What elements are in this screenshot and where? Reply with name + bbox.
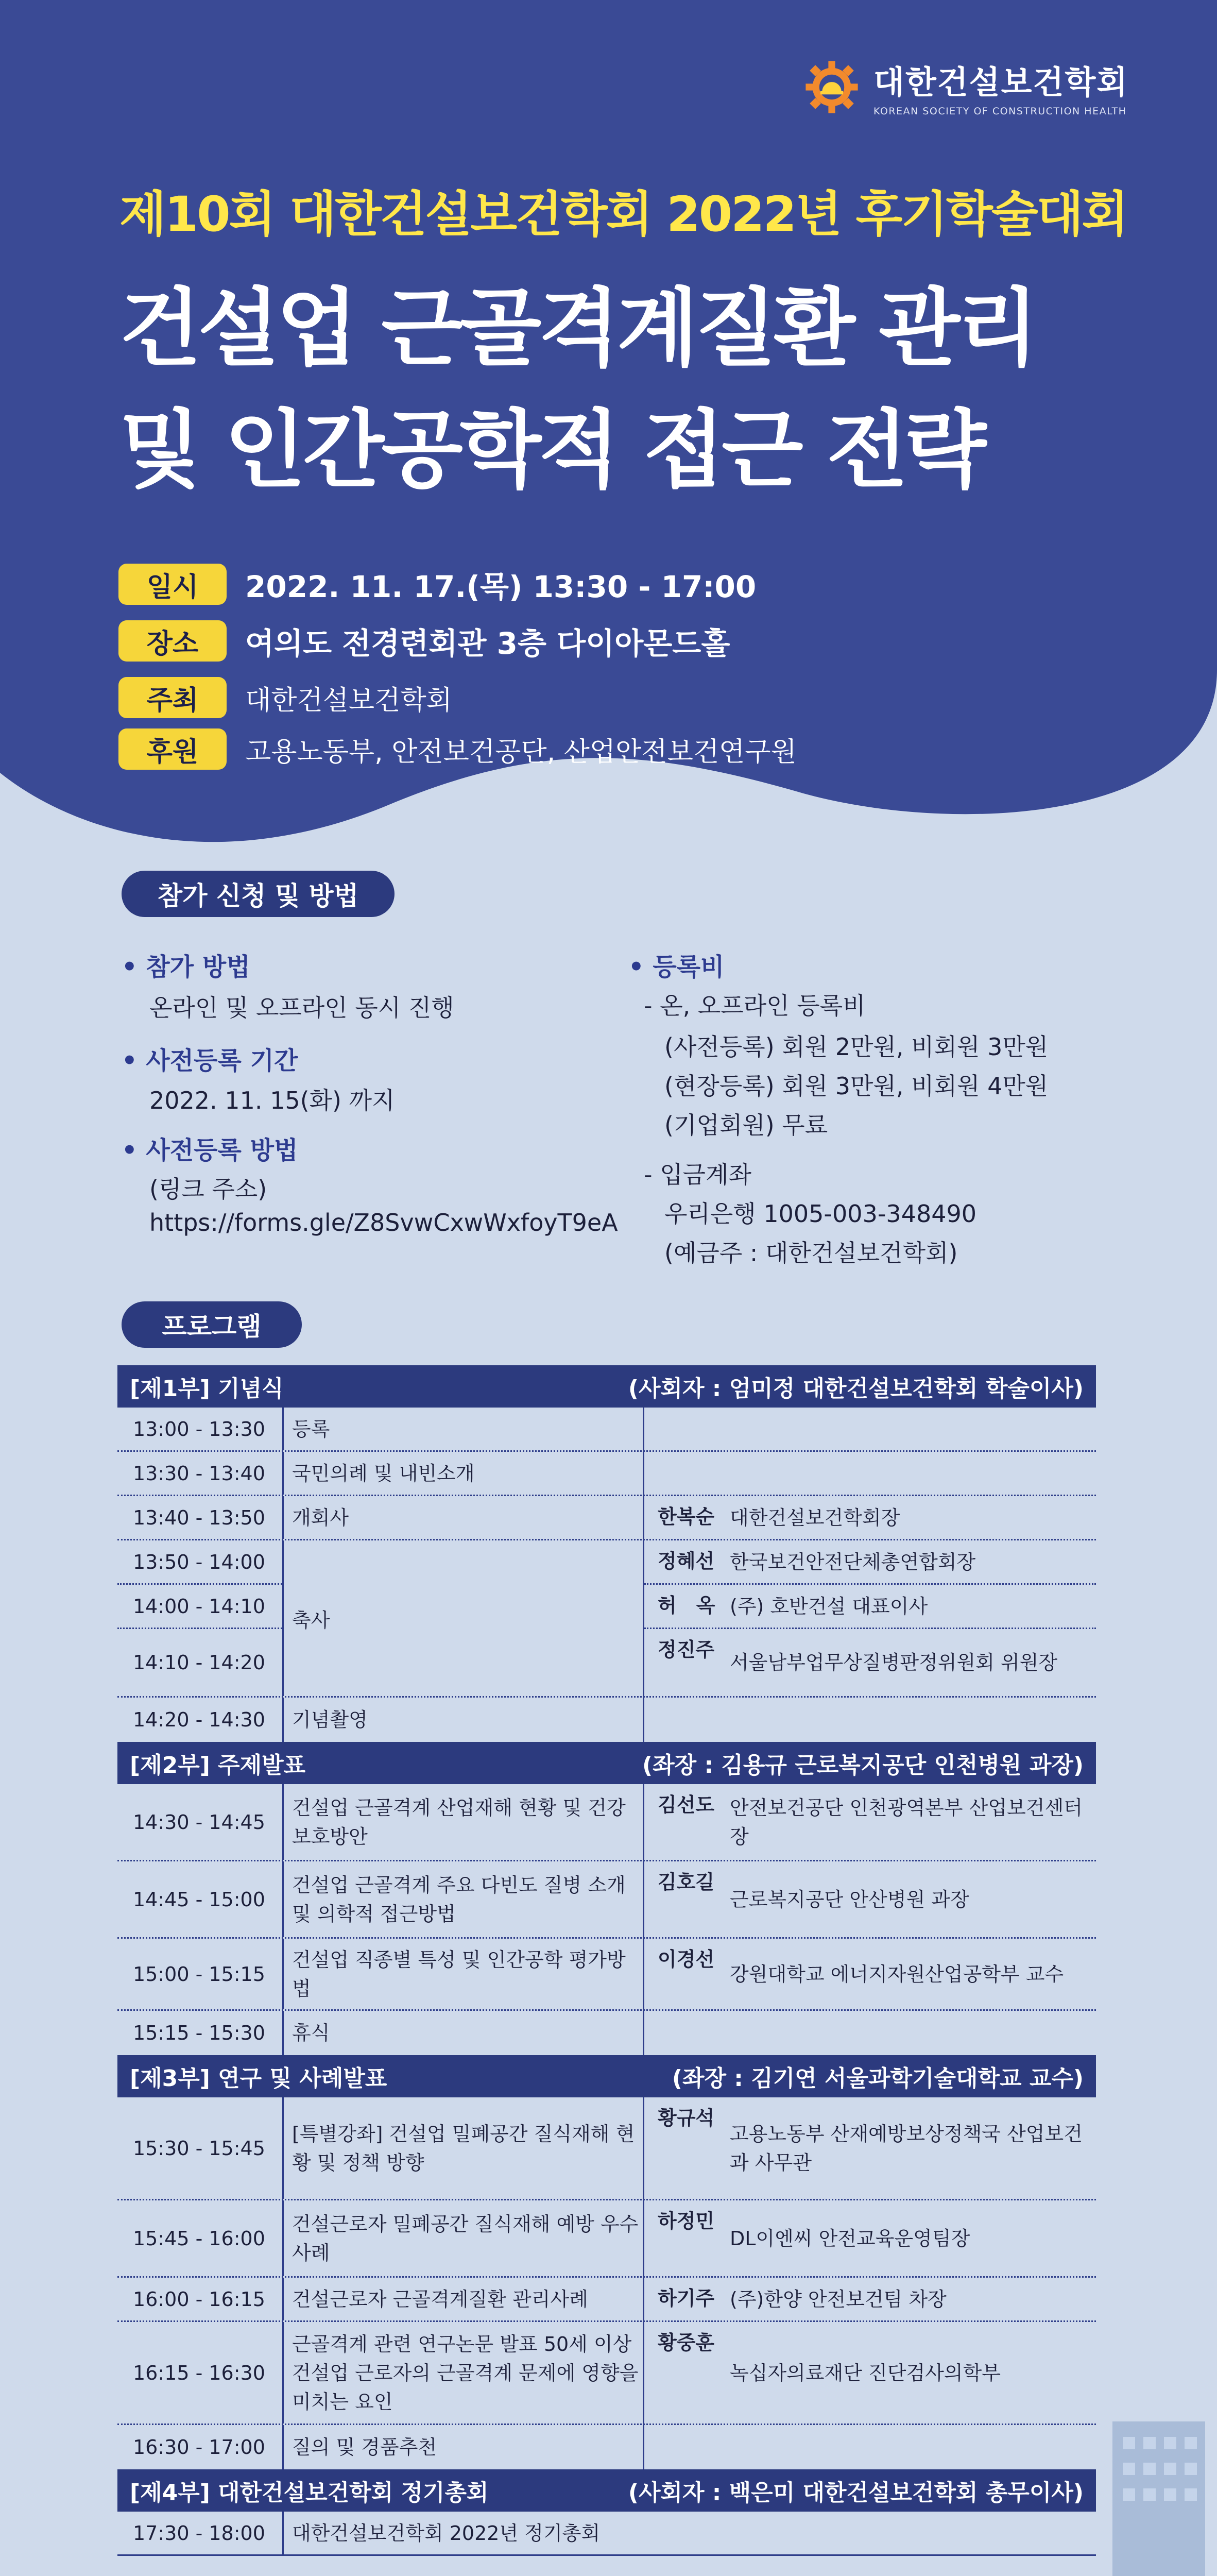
row-program: 기념촬영 <box>282 1698 643 1742</box>
row-speaker <box>644 1585 1096 1628</box>
org-name-english: KOREAN SOCIETY OF CONSTRUCTION HEALTH <box>873 106 1127 117</box>
speaker-affiliation: 근로복지공단 안산병원 과장 <box>730 1888 969 1911</box>
info-date <box>118 562 756 607</box>
table-row <box>117 2200 1096 2278</box>
org-logo <box>803 57 1128 117</box>
account-line1: - 입금계좌 <box>644 1161 751 1189</box>
table-row <box>117 2512 1096 2556</box>
table-row <box>117 1629 282 1696</box>
fee-line2: (사전등록) 회원 2만원, 비회원 3만원 <box>664 1033 1049 1061</box>
row-time: 16:00 - 16:15 <box>133 2287 265 2311</box>
row-time: 14:20 - 14:30 <box>133 1708 265 1731</box>
part3-chair: (좌장 : 김기연 서울과학기술대학교 교수) <box>672 2065 1084 2092</box>
row-program: 건설근로자 근골격계질환 관리사례 <box>282 2278 643 2320</box>
table-row <box>117 2425 1096 2469</box>
table-row <box>117 2097 1096 2200</box>
row-speaker <box>643 2200 1096 2276</box>
speaker-affiliation: 대한건설보건학회장 <box>730 1506 900 1529</box>
row-time: 17:30 - 18:00 <box>133 2521 265 2545</box>
speaker-affiliation: 고용노동부 산재예방보상정책국 산업보건과 사무관 <box>730 2122 1083 2174</box>
info-venue-tag: 장소 <box>118 620 227 662</box>
part2-title: [제2부] 주제발표 <box>130 1752 306 1778</box>
speaker-affiliation: (주)한양 안전보건팀 차장 <box>730 2287 947 2311</box>
row-time: 14:30 - 14:45 <box>133 1810 265 1834</box>
program-section-title: 프로그램 <box>122 1301 302 1348</box>
row-speaker <box>643 1784 1096 1860</box>
speaker-name: 이경선 <box>658 1948 715 1971</box>
row-speaker <box>643 1452 1096 1495</box>
speaker-name: 김호길 <box>658 1871 715 1893</box>
speaker-name: 정진주 <box>658 1638 715 1661</box>
speaker-name: 한복순 <box>658 1505 715 1528</box>
row-speaker <box>644 1629 1096 1696</box>
speaker-name: 하정민 <box>658 2210 715 2232</box>
congrats-speakers <box>643 1540 1096 1696</box>
period-text: 2022. 11. 15(화) 까지 <box>149 1087 395 1114</box>
fee-heading: • 등록비 <box>628 953 725 981</box>
row-time: 14:45 - 15:00 <box>133 1888 265 1911</box>
row-speaker <box>643 1861 1096 1937</box>
table-row <box>644 1629 1096 1696</box>
how-heading: • 사전등록 방법 <box>122 1136 298 1165</box>
org-name: 대한건설보건학회 <box>873 63 1129 101</box>
part1-header <box>117 1365 1096 1408</box>
row-time: 13:50 - 14:00 <box>133 1550 265 1573</box>
row-program: 축사 <box>282 1540 643 1696</box>
info-sponsor-tag: 후원 <box>118 728 227 770</box>
row-speaker <box>643 1939 1096 2009</box>
row-program: 건설업 근골격계 산업재해 현황 및 건강 보호방안 <box>282 1784 643 1860</box>
info-host <box>118 675 452 720</box>
row-time: 15:45 - 16:00 <box>133 2227 265 2250</box>
row-time: 16:30 - 17:00 <box>133 2436 265 2459</box>
table-row <box>117 2322 1096 2425</box>
part2-header <box>117 1742 1096 1784</box>
row-speaker <box>643 2278 1096 2320</box>
event-title-line1: 건설업 근골격계질환 관리 <box>119 279 1036 378</box>
row-program: [특별강좌] 건설업 밀폐공간 질식재해 현황 및 정책 방향 <box>282 2097 643 2199</box>
speaker-name: 황중훈 <box>658 2331 715 2354</box>
row-program: 건설근로자 밀폐공간 질식재해 예방 우수 사례 <box>282 2200 643 2276</box>
row-program: 건설업 직종별 특성 및 인간공학 평가방법 <box>282 1939 643 2009</box>
part2-chair: (좌장 : 김용규 근로복지공단 인천병원 과장) <box>642 1752 1084 1778</box>
table-row <box>117 1408 1096 1452</box>
row-speaker <box>643 1408 1096 1450</box>
row-time: 14:10 - 14:20 <box>133 1651 265 1674</box>
speaker-name: 황규석 <box>658 2107 715 2129</box>
speaker-affiliation: 서울남부업무상질병판정위원회 위원장 <box>730 1651 1058 1674</box>
info-host-tag: 주최 <box>118 677 227 718</box>
speaker-affiliation: 녹십자의료재단 진단검사의학부 <box>730 2361 1001 2384</box>
part3-title: [제3부] 연구 및 사례발표 <box>130 2065 387 2092</box>
speaker-affiliation: (주) 호반건설 대표이사 <box>730 1595 928 1618</box>
speaker-affiliation: 강원대학교 에너지자원산업공학부 교수 <box>730 1962 1064 1986</box>
account-line3: (예금주 : 대한건설보건학회) <box>664 1239 958 1267</box>
registration-section-title: 참가 신청 및 방법 <box>122 871 395 917</box>
speaker-name: 하기주 <box>658 2287 715 2310</box>
congrats-block <box>117 1540 1096 1698</box>
row-speaker <box>643 2425 1096 2469</box>
row-time: 13:40 - 13:50 <box>133 1506 265 1529</box>
period-heading: • 사전등록 기간 <box>122 1046 298 1075</box>
speaker-affiliation: DL이엔씨 안전교육운영팀장 <box>730 2227 970 2250</box>
table-row <box>117 1939 1096 2011</box>
gear-helmet-logo-icon <box>803 59 860 115</box>
speaker-affiliation: 안전보건공단 인천광역본부 산업보건센터장 <box>730 1796 1083 1848</box>
part4-header <box>117 2469 1096 2512</box>
row-program: 질의 및 경품추천 <box>282 2425 643 2469</box>
row-program: 개회사 <box>282 1496 643 1539</box>
row-speaker <box>643 2011 1096 2055</box>
fee-line1: - 온, 오프라인 등록비 <box>644 992 866 1020</box>
part1-title: [제1부] 기념식 <box>130 1376 284 1402</box>
part4-title: [제4부] 대한건설보건학회 정기총회 <box>130 2480 489 2506</box>
speaker-name: 허 옥 <box>658 1594 715 1617</box>
table-row <box>117 1585 282 1629</box>
speaker-affiliation: 한국보건안전단체총연합회장 <box>730 1550 976 1573</box>
row-program: 휴식 <box>282 2011 643 2055</box>
row-program: 근골격계 관련 연구논문 발표 50세 이상 건설업 근로자의 근골격계 문제에 영향을 미치는 요인 <box>282 2322 643 2424</box>
fee-line4: (기업회원) 무료 <box>664 1111 828 1139</box>
table-row <box>644 1585 1096 1629</box>
event-subtitle: 제10회 대한건설보건학회 2022년 후기학술대회 <box>119 187 1127 243</box>
info-sponsor <box>118 726 797 772</box>
how-text: (링크 주소) <box>149 1175 267 1203</box>
event-title <box>119 268 1036 511</box>
table-row <box>117 1452 1096 1496</box>
info-sponsor-value: 고용노동부, 안전보건공단, 산업안전보건연구원 <box>245 736 797 768</box>
congrats-times <box>117 1540 282 1696</box>
table-row <box>117 1861 1096 1939</box>
table-row <box>117 1540 282 1585</box>
part4-chair: (사회자 : 백은미 대한건설보건학회 총무이사) <box>628 2480 1084 2506</box>
table-row <box>117 1784 1096 1861</box>
program-table <box>117 1365 1096 2556</box>
info-host-value: 대한건설보건학회 <box>245 685 452 716</box>
registration-link[interactable]: https://forms.gle/Z8SvwCxwWxfoyT9eA <box>149 1209 618 1236</box>
row-time: 13:30 - 13:40 <box>133 1462 265 1485</box>
table-row <box>644 1540 1096 1585</box>
row-time: 16:15 - 16:30 <box>133 2361 265 2384</box>
row-speaker <box>643 2097 1096 2199</box>
info-venue-value: 여의도 전경련회관 3층 다이아몬드홀 <box>245 626 730 661</box>
row-speaker <box>643 2322 1096 2424</box>
row-program: 대한건설보건학회 2022년 정기총회 <box>282 2512 1096 2554</box>
part3-header <box>117 2055 1096 2097</box>
method-heading: • 참가 방법 <box>122 953 250 981</box>
event-title-line2: 및 인간공학적 접근 전략 <box>119 401 984 499</box>
row-time: 15:15 - 15:30 <box>133 2022 265 2044</box>
part1-chair: (사회자 : 엄미정 대한건설보건학회 학술이사) <box>628 1376 1084 1402</box>
row-time: 14:00 - 14:10 <box>133 1595 265 1618</box>
info-venue <box>118 618 730 664</box>
method-text: 온라인 및 오프라인 동시 진행 <box>149 994 454 1022</box>
row-program: 등록 <box>282 1408 643 1450</box>
table-row <box>117 1496 1096 1540</box>
row-time: 15:00 - 15:15 <box>133 1962 265 1986</box>
info-date-tag: 일시 <box>118 564 227 605</box>
row-time: 13:00 - 13:30 <box>133 1417 265 1440</box>
speaker-name: 정혜선 <box>658 1550 715 1572</box>
table-row <box>117 2011 1096 2055</box>
row-speaker <box>643 1698 1096 1742</box>
account-line2: 우리은행 1005-003-348490 <box>664 1200 977 1228</box>
row-speaker <box>643 1496 1096 1539</box>
table-row <box>117 2278 1096 2322</box>
row-program: 국민의례 및 내빈소개 <box>282 1452 643 1495</box>
row-program: 건설업 근골격계 주요 다빈도 질병 소개 및 의학적 접근방법 <box>282 1861 643 1937</box>
fee-line3: (현장등록) 회원 3만원, 비회원 4만원 <box>664 1072 1049 1100</box>
table-row <box>117 1698 1096 1742</box>
row-speaker <box>644 1540 1096 1583</box>
info-date-value: 2022. 11. 17.(목) 13:30 - 17:00 <box>245 569 757 604</box>
row-time: 15:30 - 15:45 <box>133 2137 265 2160</box>
speaker-name: 김선도 <box>658 1793 715 1816</box>
